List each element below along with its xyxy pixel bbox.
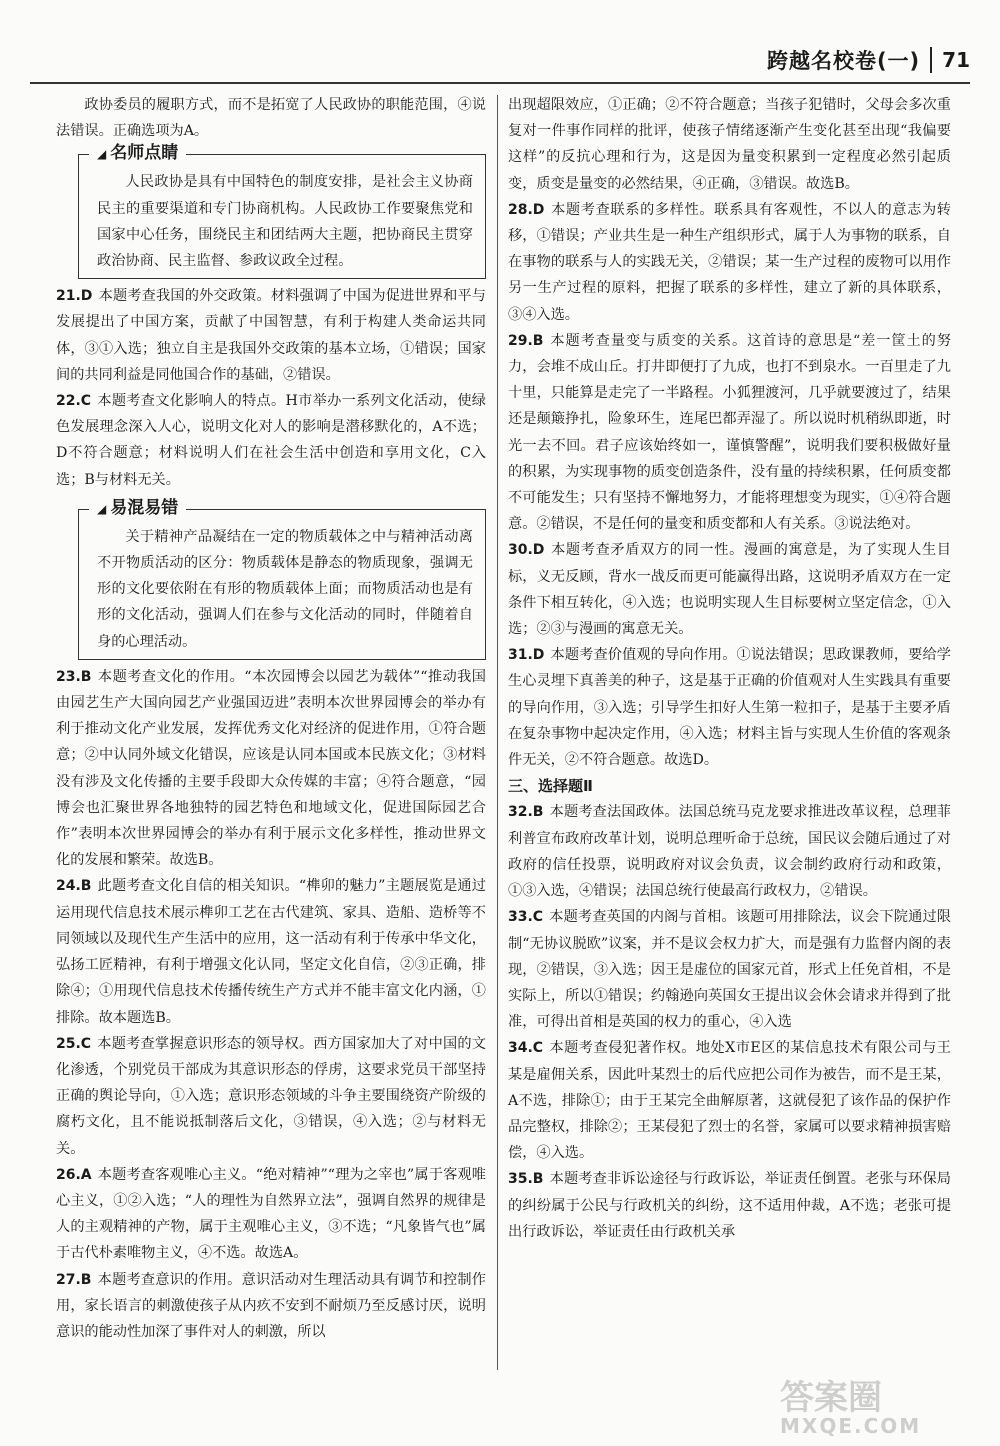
answer-32: 32.B 本题考查法国政体。法国总统马克龙要求推进改革议程，总理菲利普宣布政府改革计划，说明总理听命于总统，国民议会随后通过了对政府的信任投票，说明政府对议会负责，议会制约政府行动和政策，①③入选，④错误；法国总统行使最高行政权力，②错误。 [508, 804, 951, 900]
triangle-icon: ◢ [97, 501, 107, 516]
answer-27-continued: 出现超限效应，①正确；②不符合题意；当孩子犯错时，父母会多次重复对一件事作同样的批评，使孩子情绪逐渐产生变化甚至出现“我偏要这样”的反抗心理和行为，这是因为量变积累到一定程度必然引起质变，质变是量变的必然结果，④正确，③错误。故选B。 [508, 97, 951, 192]
tip-box-text: 人民政协是具有中国特色的制度安排，是社会主义协商民主的重要渠道和专门协商机构。人民政协工作要聚焦党和国家中心任务，围绕民主和团结两大主题，把协商民主贯穿政治协商、民主监督、参政议政全过程。 [97, 174, 473, 270]
answer-23: 23.B 本题考查文化的作用。“本次园博会以园艺为载体”“推动我国由园艺生产大国向园艺产业强国迈进”表明本次世界园博会的举办有利于推动文化产业发展，发挥优秀文化对经济的促进作用，①符合题意；②中认同外域文化错误，应该是认同本国或本民族文化；③材料没有涉及文化传播的主要手段即大众传媒的丰富；④符合题意，“园博会也汇聚世界各地独特的园艺特色和地域文化，促进国际园艺合作”表明本次世界园博会的举办有利于展示文化多样性，推动世界文化的发展和繁荣。故选B。 [56, 668, 486, 869]
answer-27: 27.B 本题考查意识的作用。意识活动对生理活动具有调节和控制作用，家长语言的刺激使孩子从内疚不安到不耐烦乃至反感讨厌，说明意识的能动性加深了事件对人的刺激，所以 [56, 1271, 486, 1340]
answer-29: 29.B 本题考查量变与质变的关系。这首诗的意思是“差一筐土的努力，会堆不成山丘。打井即便打了九成，也打不到泉水。一百里走了九十里，只能算是走完了一半路程。小狐狸渡河，几乎就要渡过了，结果还是颠簸挣扎，险象环生，连尾巴都弄湿了。所以说时机稍纵即逝，时光一去不回。君子应该始终如一，谨慎警醒”，说明我们要积极做好量的积累，为实现事物的质变创造条件，没有量的持续积累，任何质变都不可能发生；只有坚持不懈地努力，才能将理想变为现实，①④符合题意。②错误，不是任何的量变和质变都和人有关系。③说法绝对。 [508, 332, 951, 533]
section-heading: 三、选择题Ⅱ [508, 777, 593, 796]
triangle-icon: ◢ [97, 147, 107, 162]
answer-33: 33.C 本题考查英国的内阁与首相。该题可用排除法，议会下院通过限制“无协议脱欧”议案，并不是议会权力扩大，而是强有力监督内阁的表现，②错误，③入选；因王是虚位的国家元首，形式上任免首相，不是实际上，所以①错误；约翰逊向英国女王提出议会休会请求并得到了批准，可得出首相是英国的权力的重心，④入选 [508, 909, 951, 1031]
column-divider [497, 95, 498, 1370]
answer-30: 30.D 本题考查矛盾双方的同一性。漫画的寓意是，为了实现人生目标，义无反顾，背水一战反而更可能赢得出路，这说明矛盾双方在一定条件下相互转化，④入选；也说明实现人生目标要树立坚定信念，①入选；②③与漫画的寓意无关。 [508, 542, 951, 638]
answer-31: 31.D 本题考查价值观的导向作用。①说法错误；思政课教师，要给学生心灵埋下真善美的种子，这是基于正确的价值观对人生实践具有重要的导向作用，③入选；引导学生扣好人生第一粒扣子，是基于主要矛盾在复杂事物中起决定作用，④入选；材料主旨与实现人生价值的客观条件无关，②不符合题意。故选D。 [508, 647, 951, 769]
page-number: 71 [942, 48, 970, 72]
answer-34: 34.C 本题考查侵犯著作权。地处X市E区的某信息技术有限公司与王某是雇佣关系，因此叶某烈士的后代应把公司作为被告，而不是王某，A不选，排除①；由于王某完全曲解原著，这就侵犯了该作品的保护作品完整权，排除②；王某侵犯了烈士的名誉，家属可以要求精神损害赔偿，④入选。 [508, 1040, 951, 1162]
header-rule [30, 82, 970, 84]
answer-28: 28.D 本题考查联系的多样性。联系具有客观性，不以人的意志为转移，①错误；产业共生是一种生产组织形式，属于人为事物的联系，自在事物的联系与人的实践无关，②错误；某一生产过程的废物可以用作另一生产过程的原料，把握了联系的多样性，建立了新的具体联系，③④入选。 [508, 201, 951, 323]
answer-24: 24.B 此题考查文化自信的相关知识。“榫卯的魅力”主题展览是通过运用现代信息技术展示榫卯工艺在古代建筑、家具、造船、造桥等不同领域以及现代生产生活中的应用，这一活动有利于传承中华文化，弘扬工匠精神，有利于增强文化认同，坚定文化自信，②③正确，排除④；①用现代信息技术传播传统生产方式并不能丰富文化内涵，①排除。故本题选B。 [56, 878, 486, 1026]
book-title: 跨越名校卷(一) [766, 49, 921, 73]
header-divider [930, 47, 932, 73]
answer-22: 22.C 本题考查文化影响人的特点。H市举办一系列文化活动，使绿色发展理念深入人心，说明文化对人的影响是潜移默化的，A不选；D不符合题意；材料说明人们在社会生活中创造和享用文化，C入选；B与材料无关。 [56, 393, 486, 488]
page-header [720, 44, 970, 76]
answer-21: 21.D 本题考查我国的外交政策。材料强调了中国为促进世界和平与发展提出了中国方案，贡献了中国智慧，有利于构建人类命运共同体，③①入选；独立自主是我国外交政策的基本立场，①错误；国家间的共同利益是同他国合作的基础，②错误。 [56, 288, 486, 383]
left-column [56, 92, 486, 1345]
tip-box-title: ◢ 名师点睛 [89, 141, 186, 166]
answer-26: 26.A 本题考查客观唯心主义。“绝对精神”“理为之宰也”属于客观唯心主义，①②入选；“人的理性为自然界立法”，强调自然界的规律是人的主观精神的产物，属于主观唯心主义，③不选；“凡象皆气也”属于古代朴素唯物主义，④不选。故选A。 [56, 1166, 486, 1262]
mistake-box [78, 497, 486, 660]
mistake-box-title: ◢ 易混易错 [89, 496, 186, 521]
watermark-logo: 答案圈 MXQE.COM [780, 1378, 922, 1438]
answer-35: 35.B 本题考查非诉讼途径与行政诉讼，举证责任倒置。老张与环保局的纠纷属于公民与行政机关的纠纷，这不适用仲裁，A不选；老张可提出行政诉讼，举证责任由行政机关承 [508, 1171, 951, 1240]
mistake-box-text: 关于精神产品凝结在一定的物质载体之中与精神活动离不开物质活动的区分：物质载体是静态的物质现象，强调无形的文化要依附在有形的物质载体上面；而物质活动也是有形的文化活动，强调人们在参与文化活动的同时，伴随着自身的心理活动。 [97, 528, 473, 650]
tip-box [78, 143, 486, 279]
answer-25: 25.C 本题考查掌握意识形态的领导权。西方国家加大了对中国的文化渗透，个别党员干部成为其意识形态的俘虏，这要求党员干部坚持正确的舆论导向，①入选；意识形态领域的斗争主要围绕资产阶级的腐朽文化，且不能说抵制落后文化，③错误，④入选；②与材料无关。 [56, 1035, 486, 1157]
right-column [508, 92, 951, 1245]
intro-paragraph: 政协委员的履职方式，而不是拓宽了人民政协的职能范围，④说法错误。正确选项为A。 [56, 97, 486, 140]
